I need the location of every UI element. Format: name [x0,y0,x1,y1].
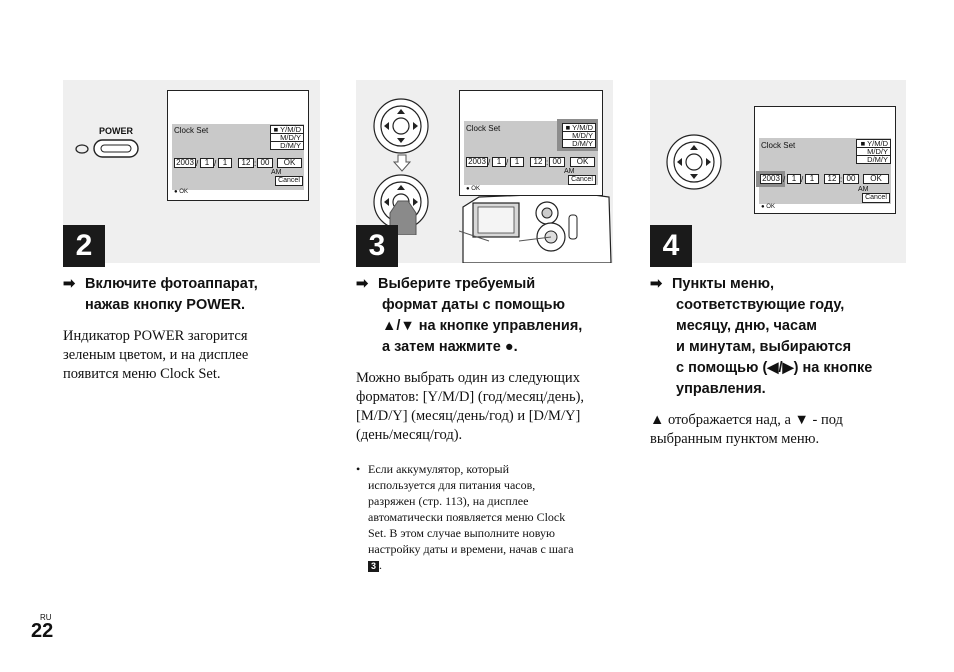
menu-title: Clock Set [466,124,501,133]
clock-set-screen [754,106,896,214]
time-separator: : [546,158,549,167]
step4-body: ▲ отображается над, а ▼ - под выбранным пунктом меню. [650,412,843,447]
selected-marker-icon: ■ [860,139,868,148]
format-option: M/D/Y [857,148,890,156]
date-format-list [562,123,596,148]
menu-title: Clock Set [761,141,796,150]
hour-field: 12 [824,174,840,184]
menu-title: Clock Set [174,126,209,135]
time-separator: : [254,159,257,168]
date-separator: / [488,158,491,167]
bullet-icon: ● [174,189,180,195]
step3-note: • Если аккумулятор, который используется для питания часов, разряжен (стр. 113), на дисплее автоматически появляется меню Clock Set. В этом случае выполните новую настройку даты и времени, начав с шага 3 . [356,462,574,572]
year-field: 2003 [760,174,782,184]
date-format-list [856,139,891,164]
hour-field: 12 [238,158,254,168]
selected-marker-icon: ■ [565,123,573,132]
year-field: 2003 [466,157,488,167]
month-field: 1 [200,158,214,168]
day-field: 1 [805,174,819,184]
step-number: 2 [63,225,105,267]
ok-hint: ● OK [466,186,480,192]
arrow-icon: ➡ [63,276,76,292]
control-button-icon [372,97,430,155]
minute-field: 00 [549,157,565,167]
ampm-label: AM [858,186,869,193]
ampm-label: AM [564,168,575,175]
date-separator: / [506,158,509,167]
bullet-icon: ● [761,204,767,210]
time-separator: : [840,175,843,184]
bullet-icon: • [356,462,361,476]
page-number: 22 [31,620,54,642]
day-field: 1 [218,158,232,168]
arrow-icon: ➡ [650,276,663,292]
ok-hint: ● OK [761,204,775,210]
month-field: 1 [492,157,506,167]
step2-body: Индикатор POWER загорится зеленым цветом, и на дисплее появится меню Clock Set. [63,328,249,382]
minute-field: 00 [843,174,859,184]
ok-button: OK [277,158,302,168]
clock-set-screen [167,90,309,201]
date-separator: / [196,159,199,168]
step2-heading: ➡ Включите фотоаппарат, нажав кнопку POWER. [63,276,258,313]
date-separator: / [783,175,786,184]
language-label: RU [40,613,52,622]
format-option: ■ Y/M/D [271,126,303,134]
ok-button: OK [863,174,889,184]
step-number: 3 [356,225,398,267]
date-separator: / [801,175,804,184]
day-field: 1 [510,157,524,167]
minute-field: 00 [257,158,273,168]
month-field: 1 [787,174,801,184]
step-number: 4 [650,225,692,267]
power-button-icon [73,138,148,160]
clock-set-screen [459,90,603,196]
format-option: ■ Y/M/D [857,140,890,148]
ok-button: OK [570,157,595,167]
format-option: M/D/Y [271,134,303,142]
step3-body: Можно выбрать один из следующих форматов: [Y/M/D] (год/месяц/день), [M/D/Y] (месяц/день/год) и [D/M/Y] (день/месяц/год). [356,370,585,443]
step4-heading: ➡ Пункты меню, соответствующие году, месяцу, дню, часам и минутам, выбираются с помощью (◀/▶) на кнопке управления. [650,276,873,397]
cancel-button: Cancel [275,176,303,186]
year-field: 2003 [174,158,196,168]
camera-body-icon [459,191,613,263]
cancel-button: Cancel [568,175,596,185]
selected-marker-icon: ■ [273,125,281,134]
ok-hint: ● OK [174,189,188,195]
step-ref-badge: 3 [368,561,379,572]
bullet-icon: ● [466,186,472,192]
cancel-button: Cancel [862,193,890,203]
format-option: D/M/Y [280,141,301,150]
step3-heading: ➡ Выберите требуемый формат даты с помощью ▲/▼ на кнопке управления, а затем нажмите ●. [356,276,583,355]
arrow-icon: ➡ [356,276,369,292]
date-format-list [270,125,304,150]
date-separator: / [214,159,217,168]
format-option: ■ Y/M/D [563,124,595,132]
hour-field: 12 [530,157,546,167]
control-button-icon [665,133,723,191]
format-option: M/D/Y [563,132,595,140]
down-arrow-icon [393,154,411,172]
ampm-label: AM [271,169,282,176]
power-label: POWER [99,126,134,136]
format-option: D/M/Y [867,155,888,164]
format-option: D/M/Y [572,139,593,148]
